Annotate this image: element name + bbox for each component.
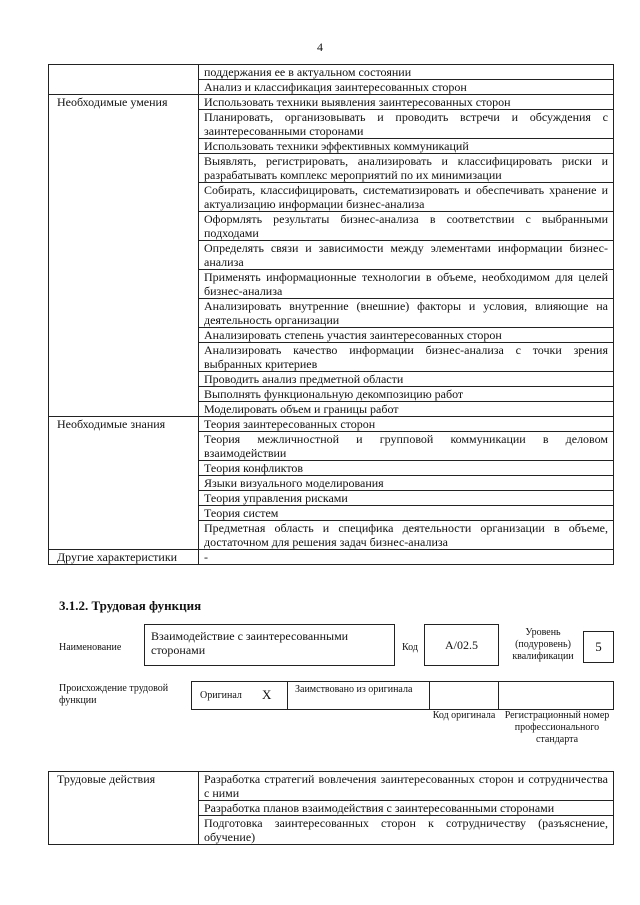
qualification-level: 5 bbox=[595, 639, 602, 654]
other-value: - bbox=[199, 550, 614, 565]
knowledge-item: Теория систем bbox=[199, 506, 614, 521]
function-code: A/02.5 bbox=[445, 638, 478, 652]
table-row bbox=[49, 65, 614, 80]
level-label: Уровень (подуровень) квалификации bbox=[512, 627, 574, 662]
code-label: Код bbox=[402, 642, 418, 653]
knowledge-item: Теория межличностной и групповой коммуникации в деловом взаимодействии bbox=[199, 432, 614, 461]
skill-item: Выявлять, регистрировать, анализировать и классифицировать риски и разрабатывать комплекс мероприятий по их минимизации bbox=[199, 154, 614, 183]
knowledge-label: Необходимые знания bbox=[49, 417, 199, 550]
skill-item: Анализировать внутренние (внешние) факторы и условия, влияющие на деятельность организации bbox=[199, 299, 614, 328]
origin-code-cell bbox=[429, 681, 499, 710]
page-number: 4 bbox=[317, 40, 323, 54]
table-row bbox=[49, 417, 614, 432]
table-row bbox=[49, 550, 614, 565]
skill-item: Собирать, классифицировать, систематизировать и обеспечивать хранение и актуализацию информации бизнес-анализа bbox=[199, 183, 614, 212]
skill-item: Анализировать качество информации бизнес-анализа с точки зрения выбранных критериев bbox=[199, 343, 614, 372]
skill-item: Выполнять функциональную декомпозицию работ bbox=[199, 387, 614, 402]
labor-action-item: Подготовка заинтересованных сторон к сотрудничеству (разъяснение, обучение) bbox=[199, 816, 614, 845]
skill-item: Использовать техники выявления заинтересованных сторон bbox=[199, 95, 614, 110]
knowledge-item: Предметная область и специфика деятельности организации в объеме, достаточном для решения задач бизнес-анализа bbox=[199, 521, 614, 550]
original-label: Оригинал bbox=[200, 690, 242, 701]
original-mark: X bbox=[262, 687, 272, 702]
origin-borrowed-cell bbox=[287, 681, 430, 710]
skill-item: Анализировать степень участия заинтересованных сторон bbox=[199, 328, 614, 343]
table-row bbox=[49, 772, 614, 801]
name-box bbox=[144, 624, 395, 666]
knowledge-item: Теория конфликтов bbox=[199, 461, 614, 476]
knowledge-item: Теория заинтересованных сторон bbox=[199, 417, 614, 432]
labor-action-item: Разработка планов взаимодействия с заинтересованными сторонами bbox=[199, 801, 614, 816]
labor-actions-label: Трудовые действия bbox=[49, 772, 199, 845]
section-heading: 3.1.2. Трудовая функция bbox=[59, 598, 202, 613]
table-row bbox=[49, 95, 614, 110]
origin-reg-cell bbox=[498, 681, 614, 710]
other-label: Другие характеристики bbox=[49, 550, 199, 565]
skill-item: Планировать, организовывать и проводить встречи и обсуждения с заинтересованными сторонами bbox=[199, 110, 614, 139]
name-label: Наименование bbox=[59, 642, 122, 653]
skill-item: Использовать техники эффективных коммуникаций bbox=[199, 139, 614, 154]
knowledge-item: Языки визуального моделирования bbox=[199, 476, 614, 491]
code-caption: Код оригинала bbox=[432, 710, 496, 721]
continuation-item: поддержания ее в актуальном состоянии bbox=[199, 65, 614, 80]
function-name: Взаимодействие с заинтересованными сторонами bbox=[151, 629, 349, 657]
code-box bbox=[424, 624, 499, 666]
requirements-table bbox=[48, 64, 614, 565]
skill-item: Применять информационные технологии в объеме, необходимом для целей бизнес-анализа bbox=[199, 270, 614, 299]
continuation-label-cell bbox=[49, 65, 199, 95]
skill-item: Оформлять результаты бизнес-анализа в соответствии с выбранными подходами bbox=[199, 212, 614, 241]
skills-label: Необходимые умения bbox=[49, 95, 199, 417]
continuation-item: Анализ и классификация заинтересованных сторон bbox=[199, 80, 614, 95]
skill-item: Определять связи и зависимости между элементами информации бизнес-анализа bbox=[199, 241, 614, 270]
knowledge-item: Теория управления рисками bbox=[199, 491, 614, 506]
labor-action-item: Разработка стратегий вовлечения заинтересованных сторон и сотрудничества с ними bbox=[199, 772, 614, 801]
origin-original-cell bbox=[191, 681, 288, 710]
level-box bbox=[583, 631, 614, 663]
skill-item: Моделировать объем и границы работ bbox=[199, 402, 614, 417]
borrowed-label: Заимствовано из оригинала bbox=[295, 684, 413, 695]
skill-item: Проводить анализ предметной области bbox=[199, 372, 614, 387]
origin-label: Происхождение трудовой функции bbox=[59, 683, 169, 706]
reg-caption: Регистрационный номер профессионального стандарта bbox=[504, 710, 610, 745]
labor-actions-table bbox=[48, 771, 614, 845]
